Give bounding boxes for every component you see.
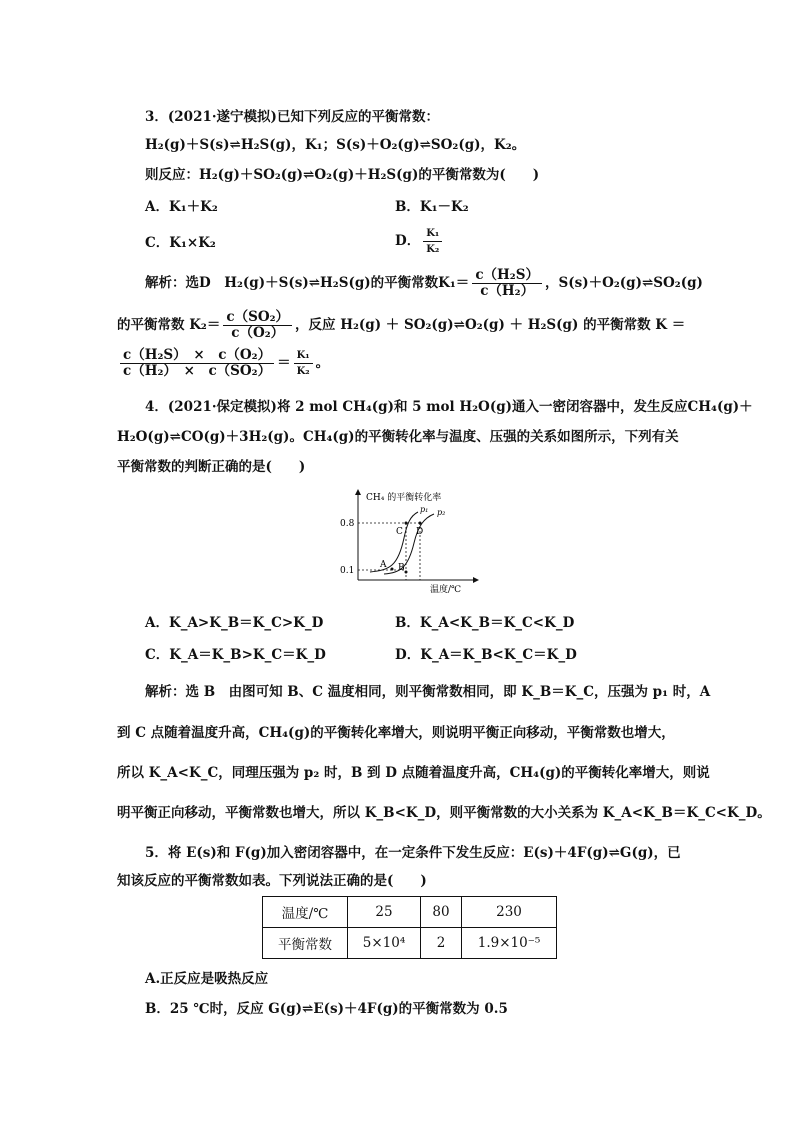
- q4-solution-line2: 到 C 点随着温度升高，CH₄(g)的平衡转化率增大，则说明平衡正向移动，平衡常数也增大，: [117, 725, 675, 741]
- conversion-graph: [340, 488, 480, 596]
- q3-solution-line1: 解析：选D H₂(g)＋S(s)⇌H₂S(g)的平衡常数K₁＝ $\frac{\text{c（H₂S）}}{\text{c（H₂）}}$ ，S(s)＋O₂(g)⇌SO₂(g): [145, 267, 703, 299]
- q4-solution-line3: 所以 K_A<K_C，同理压强为 p₂ 时，B 到 D 点随着温度升高，CH₄(g)的平衡转化率增大，则说: [117, 765, 710, 781]
- point-a: [391, 568, 394, 571]
- table-row: [263, 897, 557, 928]
- q4-line1: 4．(2021·保定模拟)将 2 mol CH₄(g)和 5 mol H₂O(g)通入一密闭容器中，发生反应CH₄(g)＋: [145, 399, 753, 415]
- table-cell: 5×10⁴: [348, 928, 421, 959]
- q3-option-b: B．K₁－K₂: [395, 199, 469, 215]
- table-cell: 80: [421, 897, 462, 928]
- q3-question: 则反应：H₂(g)＋SO₂(g)⇌O₂(g)＋H₂S(g)的平衡常数为( ): [145, 167, 540, 183]
- table-cell: 温度/℃: [263, 897, 348, 928]
- table-cell: 2: [421, 928, 462, 959]
- q5-line1: 5．将 E(s)和 F(g)加入密闭容器中，在一定条件下发生反应：E(s)＋4F(g)⇌G(g)，已: [145, 845, 681, 861]
- q4-line3: 平衡常数的判断正确的是( ): [117, 459, 306, 475]
- q4-option-c: C．K_A＝K_B>K_C＝K_D: [145, 647, 326, 663]
- q4-option-d: D．K_A＝K_B<K_C＝K_D: [395, 647, 577, 663]
- table-cell: 平衡常数: [263, 928, 348, 959]
- equilibrium-constant-table: [262, 896, 557, 959]
- label-c: C: [396, 527, 403, 537]
- curve-p1: [370, 512, 418, 572]
- q4-solution-line4: 明平衡正向移动，平衡常数也增大，所以 K_B<K_D，则平衡常数的大小关系为 K_A<K_B＝K_C<K_D。: [117, 805, 771, 821]
- x-axis-label: 温度/℃: [430, 585, 462, 595]
- label-b: B: [398, 563, 405, 573]
- q3-option-d: D． $\frac{\text{K₁}}{\text{K₂}}$: [395, 226, 445, 257]
- tick-0.8: 0.8: [340, 519, 355, 529]
- q3-solution-line2: 的平衡常数 K₂＝ $\frac{\text{c（SO₂）}}{\text{c（O₂）}}$ ，反应 H₂(g) ＋ SO₂(g)⇌O₂(g) ＋ H₂S(g) 的平衡常数 K ＝: [117, 309, 686, 341]
- point-b: [405, 571, 408, 574]
- q5-option-a: A.正反应是吸热反应: [145, 971, 269, 987]
- label-p1: p₁: [420, 505, 429, 514]
- q3-title: 3．(2021·遂宁模拟)已知下列反应的平衡常数：: [145, 109, 439, 125]
- table-row: [263, 928, 557, 959]
- point-d: [419, 522, 422, 525]
- q4-option-b: B．K_A<K_B＝K_C<K_D: [395, 615, 575, 631]
- q3-reactions: H₂(g)＋S(s)⇌H₂S(g)，K₁；S(s)＋O₂(g)⇌SO₂(g)，K₂。: [145, 137, 526, 153]
- q3-solution-line3: $\frac{\text{c（H₂S） × c（O₂）}}{\text{c（H₂） × c（SO₂）}}$ ＝ $\frac{\text{K₁}}{\text{K₂}}$ 。: [117, 348, 329, 379]
- label-p2: p₂: [437, 508, 446, 517]
- q5-option-b: B．25 ℃时，反应 G(g)⇌E(s)＋4F(g)的平衡常数为 0.5: [145, 1001, 508, 1017]
- q4-solution-line1: 解析：选 B 由图可知 B、C 温度相同，则平衡常数相同，即 K_B＝K_C，压强为 p₁ 时，A: [145, 684, 711, 700]
- table-cell: 230: [462, 897, 557, 928]
- q5-line2: 知该反应的平衡常数如表。下列说法正确的是( ): [117, 873, 427, 889]
- label-d: D: [416, 527, 424, 537]
- label-a: A: [380, 560, 387, 570]
- table-cell: 1.9×10⁻⁵: [462, 928, 557, 959]
- table-cell: 25: [348, 897, 421, 928]
- q3-option-c: C．K₁×K₂: [145, 235, 216, 251]
- q4-option-a: A．K_A>K_B＝K_C>K_D: [145, 615, 324, 631]
- q3-option-a: A．K₁＋K₂: [145, 199, 218, 215]
- y-axis-label: CH₄ 的平衡转化率: [366, 493, 442, 503]
- q4-line2: H₂O(g)⇌CO(g)＋3H₂(g)。CH₄(g)的平衡转化率与温度、压强的关系如图所示，下列有关: [117, 429, 679, 445]
- tick-0.1: 0.1: [340, 566, 355, 576]
- point-c: [405, 522, 408, 525]
